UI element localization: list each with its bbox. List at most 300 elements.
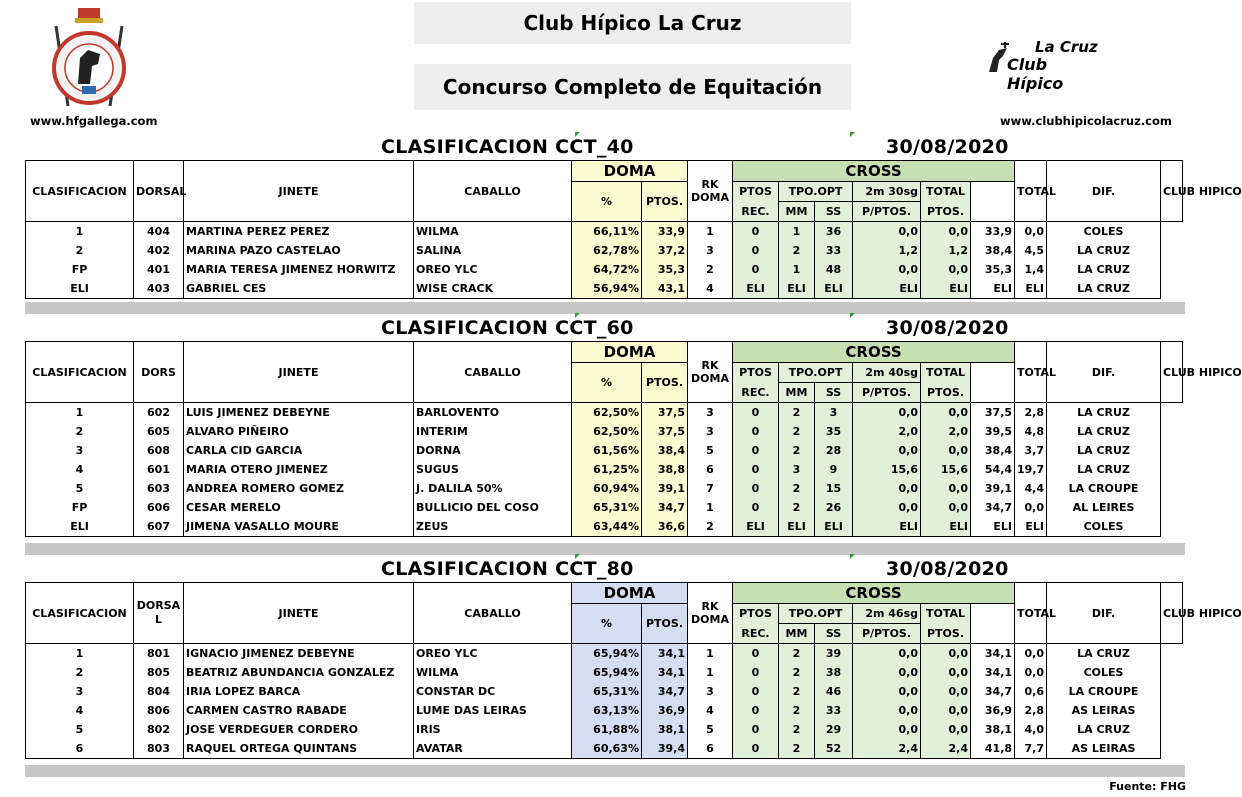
header-ss: SS: [815, 202, 853, 222]
cell-dif: 4,8: [1015, 422, 1047, 441]
cell-dorsal: 606: [134, 498, 184, 517]
cell-clasificacion: 1: [26, 403, 134, 423]
cell-caballo: J. DALILA 50%: [414, 479, 572, 498]
results-table: [25, 582, 1242, 759]
header-tpo-opt: TPO.OPT: [779, 363, 853, 383]
cell-caballo: WILMA: [414, 222, 572, 242]
cell-ptos: 34,1: [642, 644, 688, 664]
cell-club: LA CRUZ: [1047, 403, 1161, 423]
cell-rk: 2: [688, 260, 733, 279]
cell-ptos: 38,1: [642, 720, 688, 739]
cell-ss: 28: [815, 441, 853, 460]
cell-dif: 2,8: [1015, 701, 1047, 720]
cell-total-ptos: 0,0: [921, 479, 971, 498]
cell-caballo: CONSTAR DC: [414, 682, 572, 701]
cell-pct: 60,63%: [572, 739, 642, 759]
header-pptos: P/PTOS.: [853, 624, 921, 644]
cell-clasificacion: 5: [26, 720, 134, 739]
section-separator: [25, 765, 1185, 777]
header-total-ptos: TOTAL: [921, 182, 971, 202]
cell-pptos: 15,6: [853, 460, 921, 479]
corner-marker: [575, 313, 580, 318]
cell-total: 54,4: [971, 460, 1015, 479]
cell-total-ptos: 2,0: [921, 422, 971, 441]
cell-total-ptos: 0,0: [921, 644, 971, 664]
cell-total: 34,7: [971, 682, 1015, 701]
cell-club: AS LEIRAS: [1047, 701, 1161, 720]
header-dorsal: DORSAL: [134, 161, 184, 222]
cell-total-ptos: 0,0: [921, 403, 971, 423]
cell-rk: 3: [688, 403, 733, 423]
page-subtitle: Concurso Completo de Equitación: [414, 64, 851, 110]
cell-pct: 65,94%: [572, 663, 642, 682]
cell-total: ELI: [971, 279, 1015, 299]
cell-pptos: 0,0: [853, 441, 921, 460]
federation-url[interactable]: www.hfgallega.com: [30, 114, 158, 128]
section-date: 30/08/2020: [886, 558, 1009, 580]
cell-pct: 65,31%: [572, 682, 642, 701]
cell-jinete: CARLA CID GARCIA: [184, 441, 414, 460]
cell-club: LA CROUPE: [1047, 479, 1161, 498]
cell-pct: 64,72%: [572, 260, 642, 279]
cell-clasificacion: ELI: [26, 279, 134, 299]
cell-pct: 61,56%: [572, 441, 642, 460]
cell-total-ptos: 0,0: [921, 260, 971, 279]
cell-club: COLES: [1047, 222, 1161, 242]
cell-caballo: DORNA: [414, 441, 572, 460]
cell-clasificacion: 3: [26, 682, 134, 701]
cell-pptos: 0,0: [853, 701, 921, 720]
club-logo-text-top: La Cruz: [1035, 38, 1098, 56]
header-cross: CROSS: [733, 583, 1015, 604]
header-dif: DIF.: [1047, 583, 1161, 644]
cell-rk: 3: [688, 241, 733, 260]
cell-ptos-rec: 0: [733, 720, 779, 739]
cell-club: AS LEIRAS: [1047, 739, 1161, 759]
cell-mm: 2: [779, 479, 815, 498]
table-row: [26, 260, 1183, 279]
table-row: [26, 682, 1183, 701]
header-doma: DOMA: [572, 342, 688, 363]
section-separator: [25, 543, 1185, 555]
cell-total: 41,8: [971, 739, 1015, 759]
cell-mm: 1: [779, 222, 815, 242]
cell-mm: 2: [779, 422, 815, 441]
cell-ptos: 37,5: [642, 403, 688, 423]
header-total: TOTAL: [1015, 583, 1047, 644]
cell-ptos: 33,9: [642, 222, 688, 242]
cell-caballo: WISE CRACK: [414, 279, 572, 299]
header-caballo: CABALLO: [414, 161, 572, 222]
cell-jinete: MARIA OTERO JIMENEZ: [184, 460, 414, 479]
header-total-ptos: TOTAL: [921, 604, 971, 624]
cell-jinete: JIMENA VASALLO MOURE: [184, 517, 414, 537]
cell-ss: 26: [815, 498, 853, 517]
cell-pptos: 0,0: [853, 644, 921, 664]
cell-mm: 2: [779, 682, 815, 701]
cell-ss: 36: [815, 222, 853, 242]
cell-ptos: 37,5: [642, 422, 688, 441]
cell-jinete: IRIA LOPEZ BARCA: [184, 682, 414, 701]
header-ptos-rec: PTOS: [733, 604, 779, 624]
table-row: [26, 720, 1183, 739]
header-pct: %: [572, 182, 642, 222]
header-rec: REC.: [733, 202, 779, 222]
table-row: [26, 739, 1183, 759]
cell-caballo: BULLICIO DEL COSO: [414, 498, 572, 517]
cell-rk: 4: [688, 701, 733, 720]
cell-ptos-rec: 0: [733, 222, 779, 242]
cell-ptos-rec: 0: [733, 701, 779, 720]
table-row: [26, 517, 1183, 537]
cell-ss: 38: [815, 663, 853, 682]
cell-club: LA CRUZ: [1047, 441, 1161, 460]
cell-caballo: WILMA: [414, 663, 572, 682]
cell-rk: 6: [688, 739, 733, 759]
cell-total: 34,1: [971, 644, 1015, 664]
cell-ptos: 36,9: [642, 701, 688, 720]
cell-mm: 2: [779, 441, 815, 460]
cell-mm: 2: [779, 701, 815, 720]
cell-dorsal: 801: [134, 644, 184, 664]
cell-mm: ELI: [779, 517, 815, 537]
cell-dif: 0,0: [1015, 222, 1047, 242]
cell-mm: 1: [779, 260, 815, 279]
cell-ptos-rec: 0: [733, 260, 779, 279]
cell-pct: 60,94%: [572, 479, 642, 498]
cell-ss: 29: [815, 720, 853, 739]
header-tpo-time: 2m 40sg: [853, 363, 921, 383]
cell-mm: 2: [779, 403, 815, 423]
cell-dorsal: 608: [134, 441, 184, 460]
cell-pptos: 0,0: [853, 222, 921, 242]
header-club: CLUB HIPICO: [1161, 161, 1183, 222]
cell-pct: 63,13%: [572, 701, 642, 720]
table-row: [26, 663, 1183, 682]
cell-ptos-rec: 0: [733, 682, 779, 701]
cell-total: 38,4: [971, 241, 1015, 260]
cell-clasificacion: 2: [26, 422, 134, 441]
cell-dorsal: 803: [134, 739, 184, 759]
cell-club: AL LEIRES: [1047, 498, 1161, 517]
cell-ss: 52: [815, 739, 853, 759]
cell-dorsal: 401: [134, 260, 184, 279]
header-pct: %: [572, 363, 642, 403]
cell-ss: 33: [815, 701, 853, 720]
results-table: [25, 160, 1242, 299]
header-rk-doma: RK DOMA: [688, 583, 733, 644]
cell-dif: 1,4: [1015, 260, 1047, 279]
cell-pptos: ELI: [853, 279, 921, 299]
cell-rk: 1: [688, 222, 733, 242]
cell-dorsal: 602: [134, 403, 184, 423]
cell-mm: 2: [779, 644, 815, 664]
cell-mm: 2: [779, 241, 815, 260]
cell-caballo: IRIS: [414, 720, 572, 739]
cell-jinete: RAQUEL ORTEGA QUINTANS: [184, 739, 414, 759]
cell-total: 35,3: [971, 260, 1015, 279]
cell-jinete: CARMEN CASTRO RABADE: [184, 701, 414, 720]
cell-pptos: 1,2: [853, 241, 921, 260]
cell-ss: 39: [815, 644, 853, 664]
header-ptos-rec: PTOS: [733, 363, 779, 383]
cell-club: LA CRUZ: [1047, 460, 1161, 479]
cell-ptos: 35,3: [642, 260, 688, 279]
cell-pct: 63,44%: [572, 517, 642, 537]
cell-mm: 2: [779, 663, 815, 682]
cell-ss: 48: [815, 260, 853, 279]
cell-clasificacion: 1: [26, 644, 134, 664]
cell-dorsal: 806: [134, 701, 184, 720]
header-club: CLUB HIPICO: [1161, 583, 1183, 644]
cell-caballo: SALINA: [414, 241, 572, 260]
cell-ptos: 34,7: [642, 682, 688, 701]
cell-clasificacion: 2: [26, 663, 134, 682]
cell-dorsal: 605: [134, 422, 184, 441]
table-row: [26, 279, 1183, 299]
header-pptos: P/PTOS.: [853, 202, 921, 222]
cell-ptos-rec: 0: [733, 479, 779, 498]
cell-total-ptos: 2,4: [921, 739, 971, 759]
cell-ptos: 39,1: [642, 479, 688, 498]
cell-total: ELI: [971, 517, 1015, 537]
header-tpo-opt: TPO.OPT: [779, 604, 853, 624]
cell-caballo: AVATAR: [414, 739, 572, 759]
cell-total: 38,4: [971, 441, 1015, 460]
cell-rk: 1: [688, 663, 733, 682]
header-caballo: CABALLO: [414, 583, 572, 644]
cell-mm: 2: [779, 498, 815, 517]
header-cross: CROSS: [733, 161, 1015, 182]
header-mm: MM: [779, 383, 815, 403]
cell-ptos: 36,6: [642, 517, 688, 537]
cell-dorsal: 805: [134, 663, 184, 682]
cell-clasificacion: 4: [26, 701, 134, 720]
cell-rk: 1: [688, 498, 733, 517]
cell-ptos: 34,7: [642, 498, 688, 517]
table-row: [26, 441, 1183, 460]
cell-total: 36,9: [971, 701, 1015, 720]
cell-clasificacion: 4: [26, 460, 134, 479]
cell-clasificacion: FP: [26, 260, 134, 279]
cell-total-ptos: 0,0: [921, 682, 971, 701]
cell-dorsal: 601: [134, 460, 184, 479]
cell-pptos: 0,0: [853, 403, 921, 423]
cell-club: LA CRUZ: [1047, 241, 1161, 260]
cell-dif: ELI: [1015, 279, 1047, 299]
header-ptos: PTOS.: [642, 604, 688, 644]
cell-ss: ELI: [815, 517, 853, 537]
table-row: [26, 701, 1183, 720]
cell-clasificacion: ELI: [26, 517, 134, 537]
cell-pct: 62,50%: [572, 422, 642, 441]
cell-jinete: ANDREA ROMERO GOMEZ: [184, 479, 414, 498]
cell-ptos: 39,4: [642, 739, 688, 759]
cell-dif: 7,7: [1015, 739, 1047, 759]
cell-pptos: 0,0: [853, 663, 921, 682]
header-clasificacion: CLASIFICACION: [26, 342, 134, 403]
header-clasificacion: CLASIFICACION: [26, 161, 134, 222]
cell-rk: 4: [688, 279, 733, 299]
cell-ss: 9: [815, 460, 853, 479]
cell-total-ptos: ELI: [921, 517, 971, 537]
cell-dif: 19,7: [1015, 460, 1047, 479]
cell-pct: 65,31%: [572, 498, 642, 517]
header-rec: REC.: [733, 383, 779, 403]
header-tpo-time: 2m 30sg: [853, 182, 921, 202]
header-jinete: JINETE: [184, 161, 414, 222]
cell-mm: 2: [779, 739, 815, 759]
cell-dif: 3,7: [1015, 441, 1047, 460]
cell-dorsal: 804: [134, 682, 184, 701]
cell-total-ptos: 15,6: [921, 460, 971, 479]
header-total: TOTAL: [1015, 161, 1047, 222]
header-club: CLUB HIPICO: [1161, 342, 1183, 403]
cell-pptos: 0,0: [853, 682, 921, 701]
cell-ptos-rec: 0: [733, 663, 779, 682]
cell-mm: ELI: [779, 279, 815, 299]
header-ptos: PTOS.: [642, 182, 688, 222]
cell-total-ptos: 0,0: [921, 498, 971, 517]
cell-dorsal: 403: [134, 279, 184, 299]
cell-ptos: 37,2: [642, 241, 688, 260]
cell-jinete: MARINA PAZO CASTELAO: [184, 241, 414, 260]
cell-dif: 0,0: [1015, 644, 1047, 664]
cell-ss: ELI: [815, 279, 853, 299]
header-pptos: P/PTOS.: [853, 383, 921, 403]
club-logo-text-bottom: Club Hípico: [1007, 55, 1064, 93]
cell-pptos: ELI: [853, 517, 921, 537]
cell-total: 34,1: [971, 663, 1015, 682]
federation-seal-logo: [48, 6, 130, 114]
section-title: CLASIFICACION CCT_60: [381, 317, 634, 339]
cell-ss: 46: [815, 682, 853, 701]
header-ptos: PTOS.: [642, 363, 688, 403]
cell-total-ptos: 1,2: [921, 241, 971, 260]
header-jinete: JINETE: [184, 583, 414, 644]
cell-total: 39,5: [971, 422, 1015, 441]
cell-dif: 4,0: [1015, 720, 1047, 739]
header-caballo: CABALLO: [414, 342, 572, 403]
cell-ptos-rec: ELI: [733, 279, 779, 299]
cell-dorsal: 802: [134, 720, 184, 739]
cell-caballo: INTERIM: [414, 422, 572, 441]
header-rk-doma: RK DOMA: [688, 342, 733, 403]
section-title: CLASIFICACION CCT_40: [381, 136, 634, 158]
cell-club: LA CRUZ: [1047, 279, 1161, 299]
cell-club: LA CRUZ: [1047, 422, 1161, 441]
cell-ptos-rec: ELI: [733, 517, 779, 537]
corner-marker: [850, 554, 855, 559]
cell-pptos: 2,0: [853, 422, 921, 441]
cell-rk: 5: [688, 720, 733, 739]
cell-pct: 62,78%: [572, 241, 642, 260]
header-clasificacion: CLASIFICACION: [26, 583, 134, 644]
cell-caballo: OREO YLC: [414, 644, 572, 664]
header-tpo-time: 2m 46sg: [853, 604, 921, 624]
table-row: [26, 422, 1183, 441]
cell-jinete: LUIS JIMENEZ DEBEYNE: [184, 403, 414, 423]
table-row: [26, 241, 1183, 260]
cell-pct: 56,94%: [572, 279, 642, 299]
cell-pct: 62,50%: [572, 403, 642, 423]
cell-dorsal: 402: [134, 241, 184, 260]
cell-clasificacion: 2: [26, 241, 134, 260]
cell-total-ptos: 0,0: [921, 222, 971, 242]
cell-dorsal: 607: [134, 517, 184, 537]
section-title: CLASIFICACION CCT_80: [381, 558, 634, 580]
header-rec: REC.: [733, 624, 779, 644]
cell-total-ptos: ELI: [921, 279, 971, 299]
cell-pptos: 2,4: [853, 739, 921, 759]
header-doma: DOMA: [572, 583, 688, 604]
cell-ss: 15: [815, 479, 853, 498]
cell-ss: 33: [815, 241, 853, 260]
cell-clasificacion: 1: [26, 222, 134, 242]
cell-ptos-rec: 0: [733, 460, 779, 479]
table-row: [26, 498, 1183, 517]
cell-jinete: IGNACIO JIMENEZ DEBEYNE: [184, 644, 414, 664]
cell-clasificacion: 3: [26, 441, 134, 460]
cell-ptos-rec: 0: [733, 403, 779, 423]
header-total-ptos: TOTAL: [921, 363, 971, 383]
cell-club: LA CRUZ: [1047, 260, 1161, 279]
corner-marker: [575, 554, 580, 559]
cell-pptos: 0,0: [853, 260, 921, 279]
cell-total-ptos: 0,0: [921, 720, 971, 739]
header-doma: DOMA: [572, 161, 688, 182]
cell-pct: 66,11%: [572, 222, 642, 242]
cell-ptos-rec: 0: [733, 422, 779, 441]
cell-ptos-rec: 0: [733, 441, 779, 460]
cell-ptos-rec: 0: [733, 644, 779, 664]
cell-rk: 1: [688, 644, 733, 664]
cell-pptos: 0,0: [853, 479, 921, 498]
cell-pptos: 0,0: [853, 720, 921, 739]
header-jinete: JINETE: [184, 342, 414, 403]
cell-clasificacion: 5: [26, 479, 134, 498]
header-dorsal: DORS: [134, 342, 184, 403]
cell-club: LA CRUZ: [1047, 644, 1161, 664]
cell-ptos-rec: 0: [733, 739, 779, 759]
cell-total: 34,7: [971, 498, 1015, 517]
cell-total: 38,1: [971, 720, 1015, 739]
header-ss: SS: [815, 624, 853, 644]
corner-marker: [850, 313, 855, 318]
table-row: [26, 222, 1183, 242]
header-cross: CROSS: [733, 342, 1015, 363]
cell-dif: 4,5: [1015, 241, 1047, 260]
cell-total: 33,9: [971, 222, 1015, 242]
cell-pct: 61,88%: [572, 720, 642, 739]
header-dif: DIF.: [1047, 161, 1161, 222]
cell-clasificacion: FP: [26, 498, 134, 517]
cell-total-ptos: 0,0: [921, 701, 971, 720]
cell-ptos: 43,1: [642, 279, 688, 299]
header-dif: DIF.: [1047, 342, 1161, 403]
cell-caballo: OREO YLC: [414, 260, 572, 279]
header-total-b: PTOS.: [921, 624, 971, 644]
section-date: 30/08/2020: [886, 317, 1009, 339]
club-url[interactable]: www.clubhipicolacruz.com: [1000, 114, 1172, 128]
cell-caballo: LUME DAS LEIRAS: [414, 701, 572, 720]
cell-ss: 35: [815, 422, 853, 441]
cell-rk: 2: [688, 517, 733, 537]
results-table: [25, 341, 1242, 537]
header-total-b: PTOS.: [921, 202, 971, 222]
page-title: Club Hípico La Cruz: [414, 2, 851, 44]
cell-ptos-rec: 0: [733, 498, 779, 517]
